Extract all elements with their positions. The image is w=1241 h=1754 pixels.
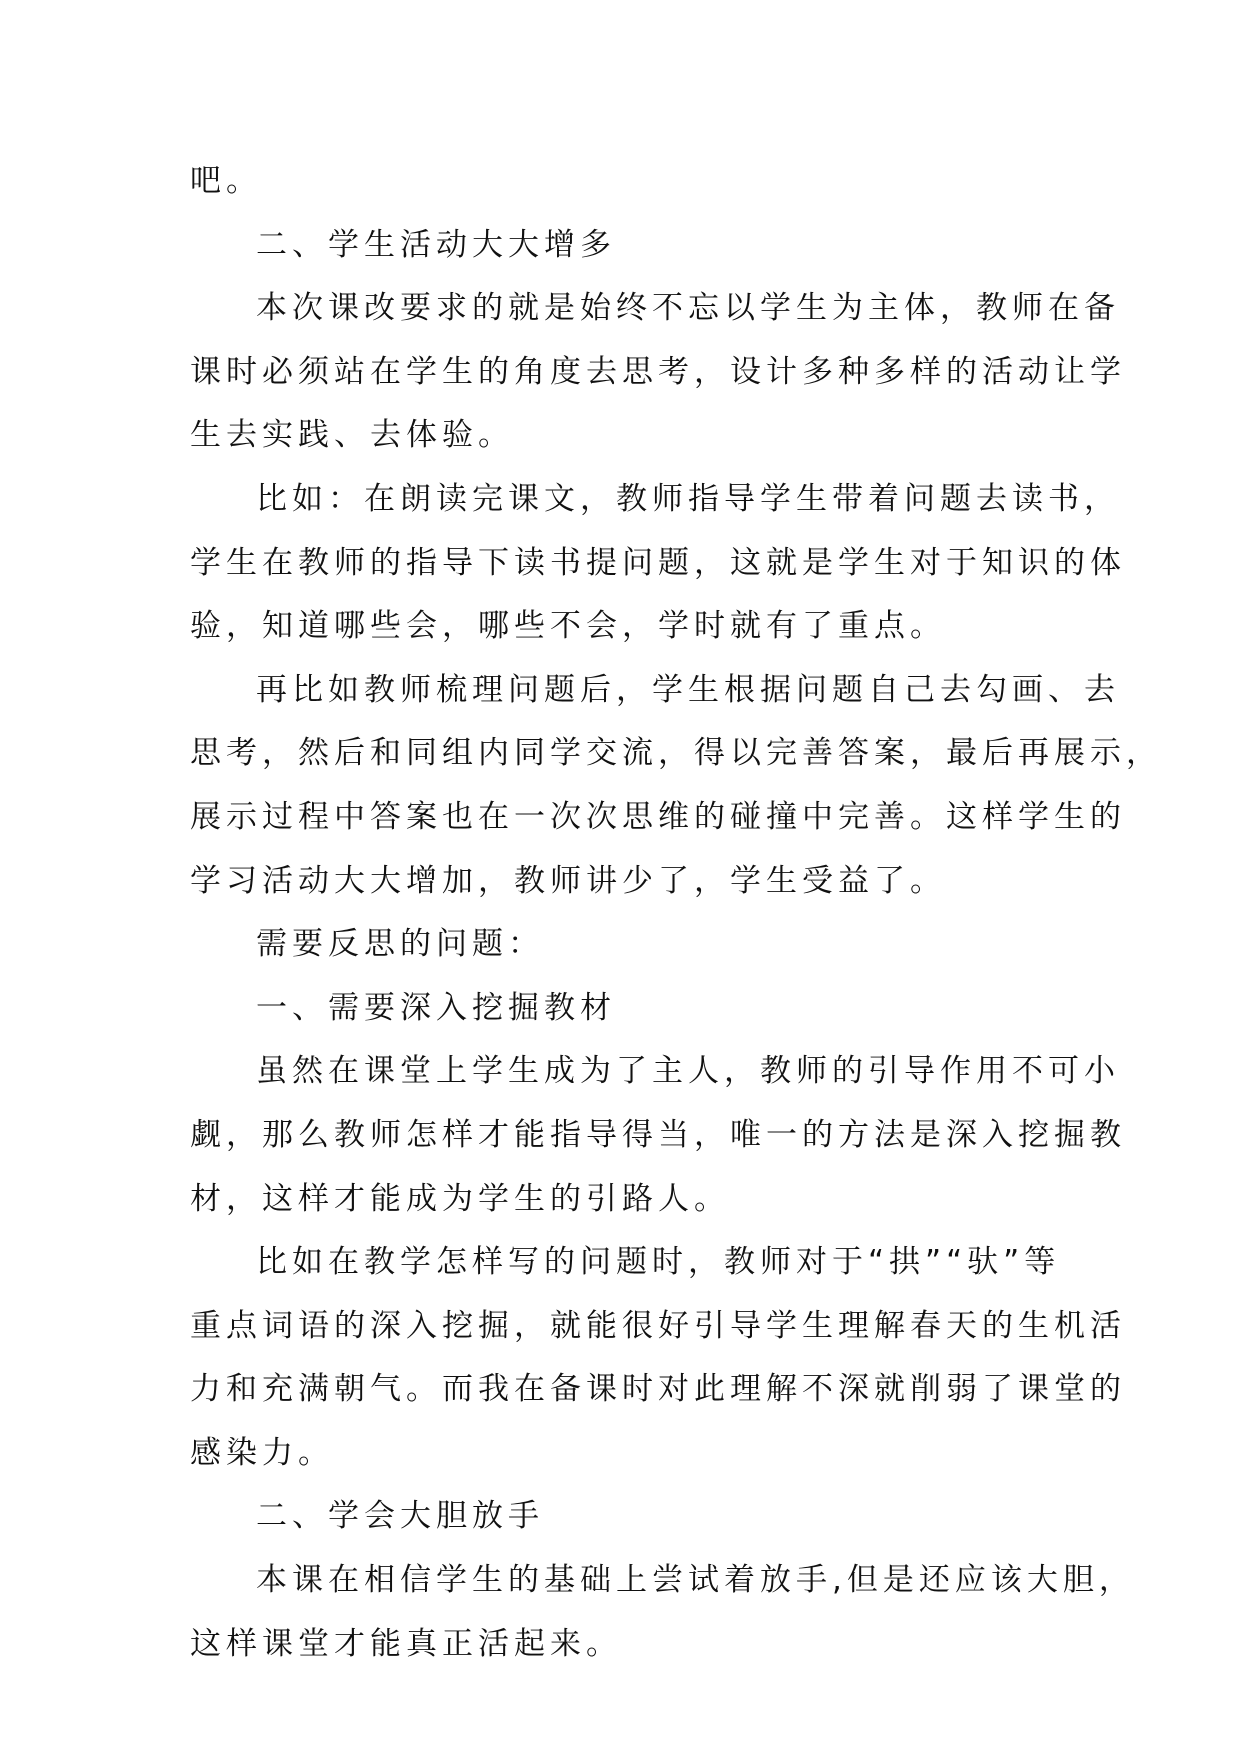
paragraph-first-line: 再比如教师梳理问题后，学生根据问题自己去勾画、去: [256, 671, 1120, 708]
document-body: [190, 150, 1162, 1676]
paragraph-line: 课时必须站在学生的角度去思考，设计多种多样的活动让学: [190, 353, 1126, 390]
paragraph-line: 觑，那么教师怎样才能指导得当，唯一的方法是深入挖掘教: [190, 1116, 1126, 1153]
paragraph-line: 材，这样才能成为学生的引路人。: [190, 1180, 730, 1217]
paragraph-first-line: 需要反思的问题：: [256, 926, 544, 963]
paragraph-line: 感染力。: [190, 1434, 334, 1471]
paragraph-line: 力和充满朝气。而我在备课时对此理解不深就削弱了课堂的: [190, 1371, 1126, 1408]
paragraph-line: 重点词语的深入挖掘，就能很好引导学生理解春天的生机活: [190, 1307, 1126, 1344]
paragraph-line: 学习活动大大增加，教师讲少了，学生受益了。: [190, 862, 946, 899]
paragraph-first-line: 二、学会大胆放手: [256, 1498, 544, 1535]
paragraph-line: 这样课堂才能真正活起来。: [190, 1625, 622, 1662]
paragraph-line: 展示过程中答案也在一次次思维的碰撞中完善。这样学生的: [190, 798, 1126, 835]
paragraph-first-line: 本课在相信学生的基础上尝试着放手,但是还应该大胆，: [256, 1562, 1135, 1599]
paragraph-first-line: 本次课改要求的就是始终不忘以学生为主体，教师在备: [256, 290, 1120, 327]
paragraph-line: 验，知道哪些会，哪些不会，学时就有了重点。: [190, 608, 946, 645]
paragraph-first-line: 虽然在课堂上学生成为了主人，教师的引导作用不可小: [256, 1053, 1120, 1090]
paragraph-line: 吧。: [190, 163, 262, 199]
paragraph-line: 思考，然后和同组内同学交流，得以完善答案，最后再展示，: [190, 735, 1162, 772]
paragraph-line: 生去实践、去体验。: [190, 417, 514, 454]
paragraph-first-line: 比如在教学怎样写的问题时，教师对于“拱”“驮”等: [256, 1244, 1061, 1281]
paragraph-first-line: 二、学生活动大大增多: [256, 226, 616, 263]
paragraph-first-line: 一、需要深入挖掘教材: [256, 989, 616, 1026]
paragraph-first-line: 比如：在朗读完课文，教师指导学生带着问题去读书，: [256, 480, 1120, 517]
paragraph-line: 学生在教师的指导下读书提问题，这就是学生对于知识的体: [190, 544, 1126, 581]
